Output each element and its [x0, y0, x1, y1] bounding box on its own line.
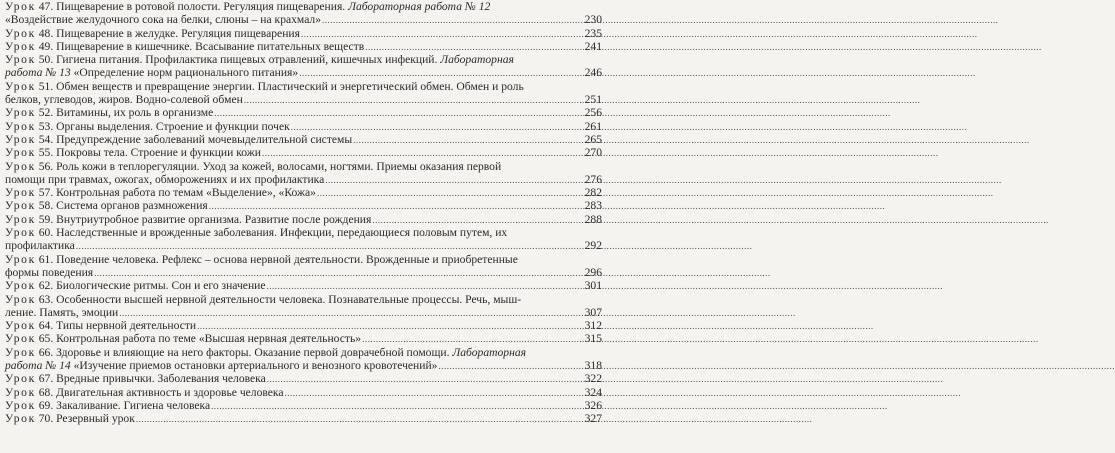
toc-line	[5, 386, 602, 399]
lab-work-label: Лабораторная работа № 12	[348, 0, 491, 13]
toc-line	[5, 266, 602, 279]
toc-entry	[5, 146, 602, 159]
lesson-title: белков, углеводов, жиров. Водно-солевой обмен	[5, 93, 243, 107]
toc-line	[5, 332, 602, 345]
dot-leader	[211, 400, 581, 413]
page-number: 251	[584, 93, 602, 107]
page-number: 301	[584, 279, 602, 293]
lesson-title: «Изучение приемов остановки артериального и венозного кровотечений»	[70, 359, 438, 373]
page-number: 326	[584, 398, 602, 412]
toc-line	[5, 319, 602, 332]
lesson-title: ление. Память, эмоции	[5, 305, 119, 319]
lesson-title: Поведение человека. Рефлекс – основа нервной деятельности. Врожденные и приобретенные	[56, 252, 518, 266]
lesson-word: Урок	[5, 53, 36, 67]
dot-leader	[76, 240, 581, 253]
page-number: 327	[584, 412, 602, 426]
lesson-title: Органы выделения. Строение и функции почек	[56, 119, 290, 133]
page-number: 235	[584, 26, 602, 40]
lesson-word: Урок	[5, 119, 36, 133]
toc-entry	[5, 253, 602, 280]
dot-leader	[317, 187, 581, 200]
lesson-word: Урок	[5, 79, 36, 93]
toc-entry	[5, 133, 602, 146]
toc-entry	[5, 213, 602, 226]
dot-leader	[285, 387, 581, 400]
toc-line	[5, 399, 602, 412]
lesson-word: Урок	[5, 279, 36, 293]
lesson-title: Здоровье и влияющие на него факторы. Оказание первой доврачебной помощи.	[56, 345, 453, 359]
toc-line	[5, 279, 602, 292]
lesson-title: Контрольная работа по теме «Высшая нервная деятельность»	[56, 332, 362, 346]
lesson-word: Урок	[5, 332, 36, 346]
lesson-word: Урок	[5, 199, 36, 213]
toc-line	[5, 160, 602, 173]
lesson-title: формы поведения	[5, 265, 94, 279]
lesson-number: 69.	[38, 398, 54, 412]
toc-line	[5, 412, 602, 425]
lesson-word: Урок	[5, 26, 36, 40]
dot-leader	[209, 200, 581, 213]
lesson-title: Резервный урок	[56, 412, 135, 426]
lesson-word: Урок	[5, 132, 36, 146]
toc-line	[5, 120, 602, 133]
lesson-word: Урок	[5, 159, 36, 173]
dot-leader	[362, 333, 581, 346]
page-number: 282	[584, 186, 602, 200]
toc-line	[5, 173, 602, 186]
lesson-word: Урок	[5, 372, 36, 386]
toc-line	[5, 133, 602, 146]
lesson-word: Урок	[5, 385, 36, 399]
lesson-number: 50.	[38, 53, 54, 67]
dot-leader	[94, 267, 581, 280]
toc-line	[5, 13, 602, 26]
dot-leader	[299, 67, 581, 80]
lesson-title: Биологические ритмы. Сон и его значение	[56, 279, 266, 293]
lesson-title: «Определение норм рационального питания»	[70, 66, 299, 80]
lab-work-label: работа № 13	[5, 66, 71, 80]
lesson-word: Урок	[5, 252, 36, 266]
lesson-number: 55.	[38, 146, 54, 160]
lesson-number: 65.	[38, 332, 54, 346]
page-number: 318	[584, 359, 602, 373]
page-number: 261	[584, 119, 602, 133]
toc-entry	[5, 332, 602, 345]
page-number: 296	[584, 265, 602, 279]
lesson-title: Обмен веществ и превращение энергии. Пластический и энергетический обмен. Обмен и роль	[56, 79, 524, 93]
lesson-number: 61.	[38, 252, 54, 266]
toc-line	[5, 372, 602, 385]
lesson-number: 58.	[38, 199, 54, 213]
dot-leader	[325, 174, 581, 187]
toc-line	[5, 40, 602, 53]
lesson-word: Урок	[5, 212, 36, 226]
toc-line	[5, 239, 602, 252]
page-number: 307	[584, 305, 602, 319]
page-number: 270	[584, 146, 602, 160]
lesson-number: 51.	[38, 79, 54, 93]
lesson-word: Урок	[5, 106, 36, 120]
lesson-title: Пищеварение в ротовой полости. Регуляция пищеварения.	[56, 0, 349, 13]
toc-line	[5, 226, 602, 239]
page-number: 315	[584, 332, 602, 346]
toc-line	[5, 53, 602, 66]
page-number: 322	[584, 372, 602, 386]
lesson-title: Типы нервной деятельности	[56, 319, 197, 333]
lesson-number: 63.	[38, 292, 54, 306]
toc-line	[5, 93, 602, 106]
page-number: 241	[584, 39, 602, 53]
dot-leader	[322, 14, 581, 27]
lesson-title: Витамины, их роль в организме	[56, 106, 214, 120]
toc-entry	[5, 279, 602, 292]
lab-work-label: Лабораторная	[440, 53, 514, 67]
dot-leader	[353, 134, 581, 147]
lesson-number: 66.	[38, 345, 54, 359]
lesson-word: Урок	[5, 292, 36, 306]
page-number: 265	[584, 132, 602, 146]
toc-entry	[5, 293, 602, 320]
page-number: 256	[584, 106, 602, 120]
lesson-word: Урок	[5, 146, 36, 160]
lesson-title: помощи при травмах, ожогах, обморожениях и их профилактика	[5, 172, 325, 186]
lesson-word: Урок	[5, 226, 36, 240]
lesson-title: Контрольная работа по темам «Выделение», «Кожа»	[56, 186, 316, 200]
lesson-title: профилактика	[5, 239, 75, 253]
dot-leader	[372, 214, 581, 227]
lesson-number: 57.	[38, 186, 54, 200]
lab-work-label: Лабораторная	[452, 345, 527, 359]
toc-line	[5, 146, 602, 159]
dot-leader	[244, 94, 581, 107]
lesson-number: 54.	[38, 132, 54, 146]
dot-leader	[267, 280, 581, 293]
toc-line	[5, 106, 602, 119]
toc-entry	[5, 0, 602, 27]
lesson-word: Урок	[5, 39, 36, 53]
page-number: 246	[584, 66, 602, 80]
toc-line	[5, 213, 602, 226]
toc-line	[5, 80, 602, 93]
lesson-title: Особенности высшей нервной деятельности человека. Познавательные процессы. Речь, мыш-	[56, 292, 522, 306]
page-number: 276	[584, 172, 602, 186]
lesson-title: Покровы тела. Строение и функции кожи	[56, 146, 262, 160]
toc-line	[5, 186, 602, 199]
toc-line	[5, 66, 602, 79]
toc-line	[5, 199, 602, 212]
lesson-title: Роль кожи в теплорегуляции. Уход за кожей, волосами, ногтями. Приемы оказания первой	[56, 159, 502, 173]
lesson-number: 49.	[38, 39, 54, 53]
lesson-number: 53.	[38, 119, 54, 133]
lesson-title: Внутриутробное развитие организма. Развитие после рождения	[56, 212, 372, 226]
lesson-number: 47.	[38, 0, 54, 13]
toc-line	[5, 27, 602, 40]
lesson-title: Наследственные и врожденные заболевания. Инфекции, передающиеся половым путем, их	[56, 226, 508, 240]
lesson-word: Урок	[5, 186, 36, 200]
lesson-number: 52.	[38, 106, 54, 120]
lesson-word: Урок	[5, 319, 36, 333]
lesson-word: Урок	[5, 345, 36, 359]
toc-entry	[5, 120, 602, 133]
lesson-number: 56.	[38, 159, 54, 173]
dot-leader	[267, 373, 581, 386]
lesson-title: Пищеварение в желудке. Регуляция пищеварения	[56, 26, 300, 40]
dot-leader	[291, 121, 581, 134]
lesson-title: Гигиена питания. Профилактика пищевых отравлений, кишечных инфекций.	[56, 53, 441, 67]
toc-entry	[5, 386, 602, 399]
lesson-word: Урок	[5, 0, 36, 13]
page-number: 324	[584, 385, 602, 399]
toc-entry	[5, 412, 602, 425]
toc-entry	[5, 106, 602, 119]
toc-line	[5, 253, 602, 266]
toc-entry	[5, 40, 602, 53]
toc-entry	[5, 80, 602, 107]
lesson-title: Двигательная активность и здоровье человека	[56, 385, 284, 399]
toc-line	[5, 0, 602, 13]
toc-line	[5, 293, 602, 306]
dot-leader	[365, 41, 581, 54]
toc-entry	[5, 346, 602, 373]
dot-leader	[438, 360, 581, 373]
dot-leader	[136, 413, 581, 426]
lesson-word: Урок	[5, 412, 36, 426]
lesson-title: Закаливание. Гигиена человека	[56, 398, 211, 412]
dot-leader	[197, 320, 581, 333]
lesson-number: 60.	[38, 226, 54, 240]
lesson-word: Урок	[5, 398, 36, 412]
lesson-number: 59.	[38, 212, 54, 226]
lesson-number: 64.	[38, 319, 54, 333]
page-number: 283	[584, 199, 602, 213]
page-number: 292	[584, 239, 602, 253]
lesson-title: «Воздействие желудочного сока на белки, слюны – на крахмал»	[5, 13, 322, 27]
toc-line	[5, 346, 602, 359]
lesson-number: 48.	[38, 26, 54, 40]
dot-leader	[214, 107, 581, 120]
toc-entry	[5, 53, 602, 80]
lesson-title: Вредные привычки. Заболевания человека	[56, 372, 266, 386]
lab-work-label: работа № 14	[5, 359, 71, 373]
toc-line	[5, 359, 602, 372]
lesson-number: 62.	[38, 279, 54, 293]
dot-leader	[262, 147, 581, 160]
dot-leader	[119, 307, 581, 320]
toc-entry	[5, 186, 602, 199]
lesson-title: Предупреждение заболеваний мочевыделительной системы	[56, 132, 353, 146]
lesson-title: Система органов размножения	[56, 199, 208, 213]
lesson-number: 70.	[38, 412, 54, 426]
page-number: 312	[584, 319, 602, 333]
toc-entry	[5, 226, 602, 253]
page-number: 230	[584, 13, 602, 27]
lesson-number: 67.	[38, 372, 54, 386]
page-number: 288	[584, 212, 602, 226]
dot-leader	[301, 28, 581, 41]
toc-entry	[5, 319, 602, 332]
lesson-title: Пищеварение в кишечнике. Всасывание питательных веществ	[56, 39, 365, 53]
toc-entry	[5, 399, 602, 412]
toc-entry	[5, 199, 602, 212]
toc-entry	[5, 372, 602, 385]
toc-entry	[5, 27, 602, 40]
lesson-number: 68.	[38, 385, 54, 399]
toc-entry	[5, 160, 602, 187]
toc-line	[5, 306, 602, 319]
